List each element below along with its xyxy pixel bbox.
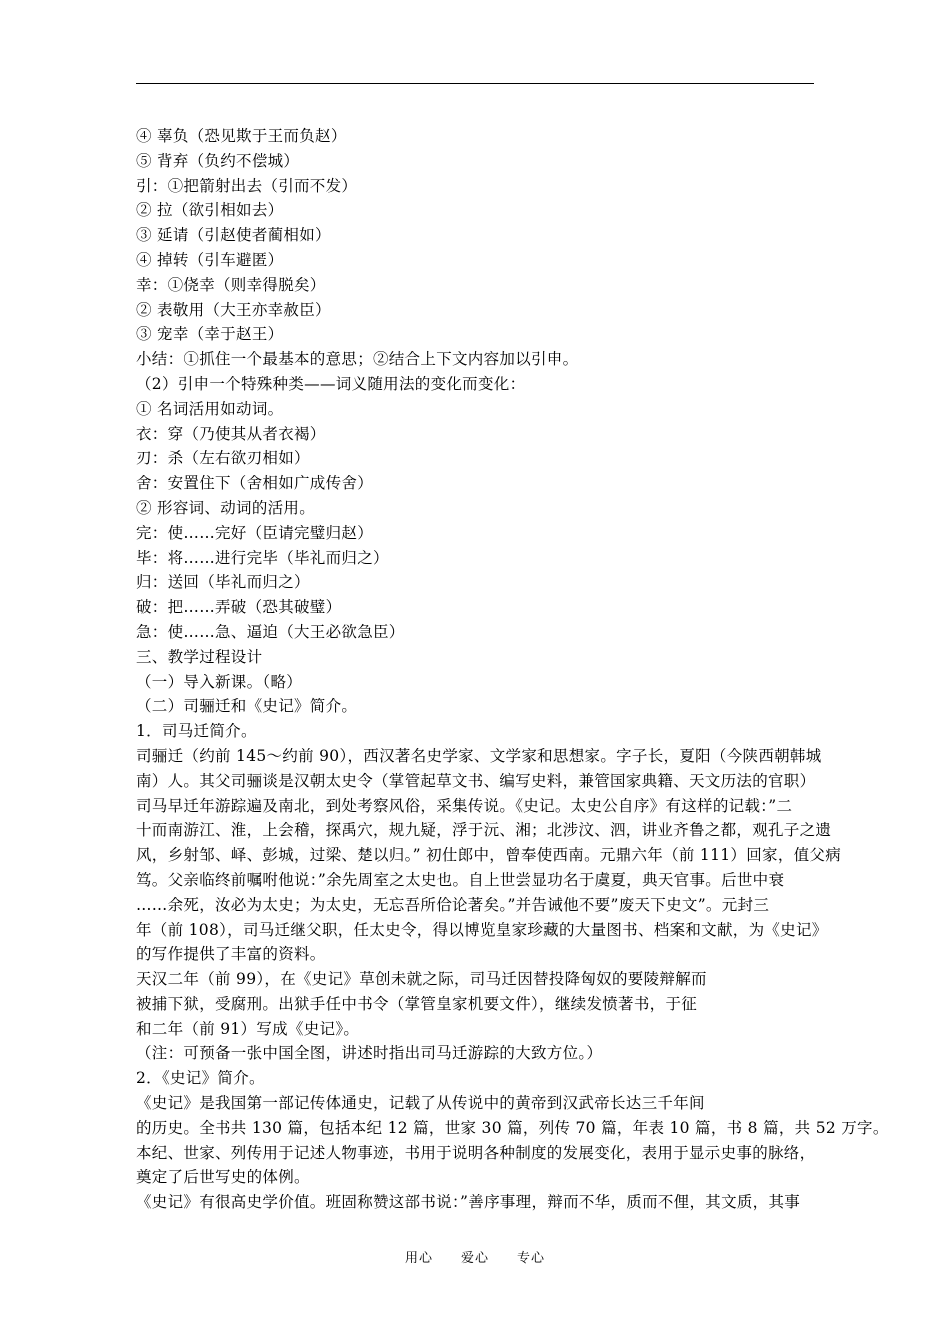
document-body xyxy=(136,124,889,1215)
text-line: 天汉二年（前 99），在《史记》草创未就之际，司马迁因替投降匈奴的要陵辩解而 xyxy=(136,970,707,989)
text-line: 《史记》是我国第一部记传体通史，记载了从传说中的黄帝到汉武帝长达三千年间 xyxy=(136,1094,705,1113)
text-line: 司骊迁（约前 145～约前 90），西汉著名史学家、文学家和思想家。字子长，夏阳（今陕西朝韩城 xyxy=(136,746,822,765)
text-line: 幸：①侥幸（则幸得脱矣） xyxy=(136,275,326,294)
text-line: ① 名词活用如动词。 xyxy=(136,399,284,418)
text-line: 小结：①抓住一个最基本的意思；②结合上下文内容加以引申。 xyxy=(136,350,579,369)
text-line: 破：把……弄破（恐其破璧） xyxy=(136,598,342,617)
text-line: ③ 宠幸（幸于赵王） xyxy=(136,325,284,344)
text-line: ② 表敬用（大王亦幸赦臣） xyxy=(136,300,331,319)
text-line: ⑤ 背弃（负约不偿城） xyxy=(136,151,300,170)
text-line: 2．《史记》简介。 xyxy=(136,1069,265,1088)
text-line: ④ 掉转（引车避匿） xyxy=(136,250,284,269)
text-line: 年（前 108），司马迁继父职，任太史令，得以博览皇家珍藏的大量图书、档案和文献，为《史记》 xyxy=(136,920,828,939)
text-line: 引：①把箭射出去（引而不发） xyxy=(136,176,358,195)
text-line: （二）司骊迁和《史记》简介。 xyxy=(136,697,358,716)
text-line: ② 拉（欲引相如去） xyxy=(136,201,284,220)
text-line: 毕：将……进行完毕（毕礼而归之） xyxy=(136,548,389,567)
text-line: 风，乡射邹、峄、彭城，过梁、楚以归。” 初仕郎中，曾奉使西南。元鼎六年（前 111）回家，值父病 xyxy=(136,846,842,865)
text-line: ③ 延请（引赵使者蔺相如） xyxy=(136,226,331,245)
text-line: 本纪、世家、列传用于记述人物事迹，书用于说明各种制度的发展变化，表用于显示史事的脉络， xyxy=(136,1143,816,1162)
text-line: 被捕下狱，受腐刑。出狱手任中书令（掌管皇家机要文件），继续发愤著书，于征 xyxy=(136,994,698,1013)
text-line: 归：送回（毕礼而归之） xyxy=(136,573,310,592)
text-line: 笃。父亲临终前嘱咐他说：”余先周室之太史也。自上世尝显功名于虞夏，典天官事。后世中衰 xyxy=(136,870,785,889)
header-rule xyxy=(136,83,814,84)
text-line: 刃：杀（左右欲刃相如） xyxy=(136,449,310,468)
text-line: （2）引申一个特殊种类——词义随用法的变化而变化： xyxy=(136,374,526,393)
text-line: ② 形容词、动词的活用。 xyxy=(136,498,316,517)
text-line: 和二年（前 91）写成《史记》。 xyxy=(136,1019,360,1038)
text-line: 的历史。全书共 130 篇，包括本纪 12 篇，世家 30 篇，列传 70 篇，年表 10 篇，书 8 篇，共 52 万字。 xyxy=(136,1118,889,1137)
text-line: （注：可预备一张中国全图，讲述时指出司马迁游踪的大致方位。） xyxy=(136,1044,603,1063)
text-line: 的写作提供了丰富的资料。 xyxy=(136,945,326,964)
text-line: 1．司马迁简介。 xyxy=(136,722,257,741)
text-line: 急：使……急、逼迫（大王必欲急臣） xyxy=(136,622,405,641)
text-line: ④ 辜负（恐见欺于王而负赵） xyxy=(136,127,347,145)
text-line: ……余死，汝必为太史；为太史，无忘吾所佮论著矣。”并告诫他不要”废天下史文”。元封三 xyxy=(136,895,770,914)
text-line: 舍：安置住下（舍相如广成传舍） xyxy=(136,474,374,493)
text-line: 完：使……完好（臣请完璧归赵） xyxy=(136,523,374,542)
text-line: 南）人。其父司骊谈是汉朝太史令（掌管起草文书、编写史料，兼管国家典籍、天文历法的官职） xyxy=(136,771,816,790)
text-line: 奠定了后世写史的体例。 xyxy=(136,1168,310,1187)
text-line: （一）导入新课。（略） xyxy=(136,672,303,691)
page-footer: 用心 爱心 专心 xyxy=(404,1251,545,1266)
text-line: 司马早迁年游踪遍及南北，到处考察风俗，采集传说。《史记。太史公自序》有这样的记载：”二 xyxy=(136,796,793,815)
section-heading: 三、教学过程设计 xyxy=(136,647,263,666)
text-line: 《史记》有很高史学价值。班固称赞这部书说：”善序事理，辩而不华，质而不俚，其文质，其事 xyxy=(136,1193,801,1212)
text-line: 十而南游江、淮，上会稽，探禹穴，规九疑，浮于沅、湘；北涉汶、泗，讲业齐鲁之都，观孔子之遗 xyxy=(136,821,832,840)
text-line: 衣：穿（乃使其从者衣褐） xyxy=(136,424,326,443)
